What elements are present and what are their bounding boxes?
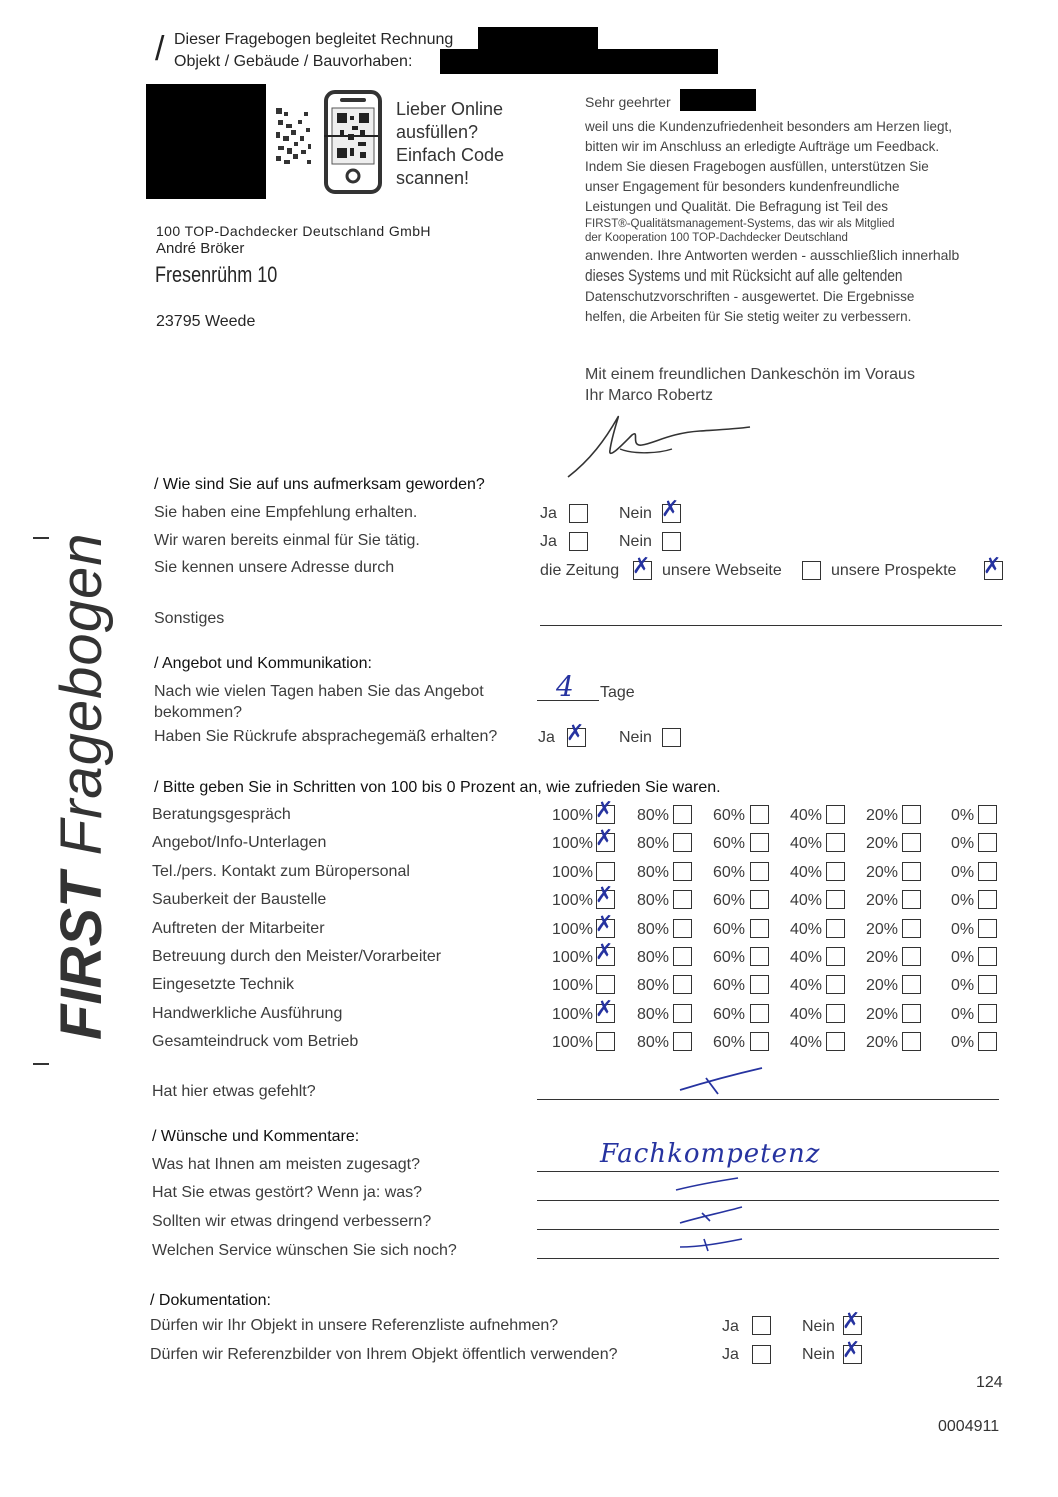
rating-checkbox[interactable] xyxy=(673,890,692,909)
awareness-q2-ja-checkbox[interactable] xyxy=(569,532,588,551)
option-zeitung-label: die Zeitung xyxy=(540,562,620,579)
docs-q2: Dürfen wir Referenzbilder von Ihrem Objekt öffentlich verwenden? xyxy=(150,1346,618,1363)
qr-promo-line: Lieber Online xyxy=(396,99,504,119)
rating-missing-label: Hat hier etwas gefehlt? xyxy=(152,1083,316,1100)
address-city: 23795 Weede xyxy=(156,313,256,330)
option-prospekte-label: unsere Prospekte xyxy=(831,562,957,579)
rating-row-label: Sauberkeit der Baustelle xyxy=(152,891,327,908)
document-number: 0004911 xyxy=(938,1418,1000,1435)
rating-row-label: Gesamteindruck vom Betrieb xyxy=(152,1033,359,1050)
redacted-invoice-number xyxy=(478,27,598,51)
rating-row-label: Handwerkliche Ausführung xyxy=(152,1005,343,1022)
wishes-q3: Sollten wir etwas dringend verbessern? xyxy=(152,1213,432,1230)
rating-checkbox[interactable] xyxy=(902,833,921,852)
rating-level-label: 100% xyxy=(552,949,593,966)
rating-level-label: 40% xyxy=(790,921,823,938)
rating-row-label: Auftreten der Mitarbeiter xyxy=(152,920,325,937)
rating-level-label: 40% xyxy=(790,1006,823,1023)
rating-checkbox[interactable] xyxy=(673,862,692,881)
side-title-fragebogen: Fragebogen xyxy=(49,532,114,873)
checkmark: ✗ xyxy=(595,912,614,937)
awareness-q1-nein-checkbox[interactable] xyxy=(661,497,681,523)
qr-phone-graphic xyxy=(274,90,384,195)
rating-checkbox[interactable] xyxy=(595,826,615,852)
docs-q1-nein-checkbox[interactable] xyxy=(842,1309,862,1335)
rating-checkbox[interactable] xyxy=(826,919,845,938)
rating-checkbox[interactable] xyxy=(902,862,921,881)
letter-line: Indem Sie diesen Fragebogen ausfüllen, unterstützen Sie xyxy=(585,159,929,174)
rating-level-label: 80% xyxy=(637,921,670,938)
strike-mark xyxy=(672,1176,742,1201)
rating-level-label: 20% xyxy=(866,977,899,994)
rating-checkbox[interactable] xyxy=(978,947,997,966)
letter-line: FIRST®-Qualitätsmanagement-Systems, das wir als Mitglied xyxy=(585,218,895,230)
nein-label: Nein xyxy=(802,1346,835,1363)
margin-tick xyxy=(33,537,49,539)
strike-mark xyxy=(676,1233,746,1260)
rating-level-label: 40% xyxy=(790,864,823,881)
rating-checkbox[interactable] xyxy=(826,1032,845,1051)
address-company: 100 TOP-Dachdecker Deutschland GmbH xyxy=(156,223,431,239)
nein-label: Nein xyxy=(619,505,652,522)
rating-level-label: 60% xyxy=(713,807,746,824)
rating-level-label: 60% xyxy=(713,949,746,966)
rating-checkbox[interactable] xyxy=(596,1032,615,1051)
rating-row-label: Beratungsgespräch xyxy=(152,806,291,823)
rating-checkbox[interactable] xyxy=(978,1004,997,1023)
rating-level-label: 100% xyxy=(552,977,593,994)
rating-checkbox[interactable] xyxy=(978,919,997,938)
rating-checkbox[interactable] xyxy=(978,862,997,881)
awareness-q-recommendation: Sie haben eine Empfehlung erhalten. xyxy=(154,504,418,521)
rating-level-label: 80% xyxy=(637,1006,670,1023)
checkmark: ✗ xyxy=(661,497,680,522)
docs-q1: Dürfen wir Ihr Objekt in unsere Referenzliste aufnehmen? xyxy=(150,1317,559,1334)
rating-level-label: 80% xyxy=(637,949,670,966)
letter-line: der Kooperation 100 TOP-Dachdecker Deutschland xyxy=(585,232,848,244)
rating-checkbox[interactable] xyxy=(902,890,921,909)
rating-checkbox[interactable] xyxy=(826,805,845,824)
redacted-object xyxy=(440,49,718,74)
qr-promo-line: scannen! xyxy=(396,168,470,188)
rating-checkbox[interactable] xyxy=(826,1004,845,1023)
rating-row-label: Tel./pers. Kontakt zum Büropersonal xyxy=(152,863,410,880)
rating-checkbox[interactable] xyxy=(673,1004,692,1023)
checkmark: ✗ xyxy=(842,1309,861,1334)
checkmark: ✗ xyxy=(983,554,1002,579)
qr-promo-line: Einfach Code xyxy=(396,145,505,165)
letter-line: Leistungen und Qualität. Die Befragung ist Teil des xyxy=(585,199,888,214)
rating-checkbox[interactable] xyxy=(673,975,692,994)
rating-level-label: 100% xyxy=(552,1034,593,1051)
rating-checkbox[interactable] xyxy=(750,805,769,824)
qr-promo-line: ausfüllen? xyxy=(396,122,479,142)
option-zeitung-checkbox[interactable] xyxy=(632,554,652,580)
rating-level-label: 0% xyxy=(951,1006,975,1023)
rating-checkbox[interactable] xyxy=(750,890,769,909)
section-title-rating: / Bitte geben Sie in Schritten von 100 bis 0 Prozent an, wie zufrieden Sie waren. xyxy=(154,779,721,796)
wishes-q1: Was hat Ihnen am meisten zugesagt? xyxy=(152,1156,420,1173)
address-street: Fresenrühm 10 xyxy=(155,262,278,287)
rating-level-label: 100% xyxy=(552,892,593,909)
option-prospekte-checkbox[interactable] xyxy=(983,554,1003,580)
rating-level-label: 0% xyxy=(951,835,975,852)
ja-label: Ja xyxy=(540,505,557,522)
rating-checkbox[interactable] xyxy=(902,1032,921,1051)
letter-signer: Ihr Marco Robertz xyxy=(585,387,714,404)
rating-checkbox[interactable] xyxy=(826,890,845,909)
letter-line: anwenden. Ihre Antworten werden - ausschließlich innerhalb xyxy=(585,247,960,263)
wishes-a1-handwritten[interactable]: Fachkompetenz xyxy=(600,1139,821,1169)
letter-closing: Mit einem freundlichen Dankeschön im Voraus xyxy=(585,366,915,383)
rating-level-label: 0% xyxy=(951,892,975,909)
rating-level-label: 40% xyxy=(790,807,823,824)
nein-label: Nein xyxy=(802,1318,835,1335)
rating-row-label: Eingesetzte Technik xyxy=(152,976,295,993)
page-number: 124 xyxy=(976,1374,1003,1391)
rating-checkbox[interactable] xyxy=(978,1032,997,1051)
rating-checkbox[interactable] xyxy=(673,919,692,938)
rating-checkbox[interactable] xyxy=(595,798,615,824)
docs-q2-nein-checkbox[interactable] xyxy=(842,1338,862,1364)
rating-level-label: 0% xyxy=(951,921,975,938)
awareness-q1-ja-checkbox[interactable] xyxy=(569,504,588,523)
checkmark: ✗ xyxy=(595,940,614,965)
letter-body xyxy=(585,117,1025,327)
checkmark: ✗ xyxy=(595,826,614,851)
rating-level-label: 20% xyxy=(866,949,899,966)
rating-checkbox[interactable] xyxy=(978,890,997,909)
rating-checkbox[interactable] xyxy=(595,997,615,1023)
nein-label: Nein xyxy=(619,533,652,550)
rating-checkbox[interactable] xyxy=(902,1004,921,1023)
checkmark: ✗ xyxy=(632,554,651,579)
letter-line: bitten wir im Anschluss an erledigte Aufträge um Feedback. xyxy=(585,139,940,154)
rating-checkbox[interactable] xyxy=(826,833,845,852)
rating-checkbox[interactable] xyxy=(595,940,615,966)
header-invoice-label: Dieser Fragebogen begleitet Rechnung xyxy=(174,31,454,48)
ja-label: Ja xyxy=(722,1318,739,1335)
rating-checkbox[interactable] xyxy=(596,862,615,881)
checkmark: ✗ xyxy=(595,798,614,823)
letter-line: Datenschutzvorschriften - ausgewertet. Die Ergebnisse xyxy=(585,289,915,304)
rating-level-label: 20% xyxy=(866,835,899,852)
rating-checkbox[interactable] xyxy=(978,975,997,994)
header-object-label: Objekt / Gebäude / Bauvorhaben: xyxy=(174,53,413,70)
rating-level-label: 40% xyxy=(790,835,823,852)
rating-level-label: 80% xyxy=(637,835,670,852)
rating-level-label: 20% xyxy=(866,892,899,909)
rating-checkbox[interactable] xyxy=(595,912,615,938)
rating-checkbox[interactable] xyxy=(750,833,769,852)
rating-level-label: 20% xyxy=(866,1034,899,1051)
address-person: André Bröker xyxy=(156,240,245,257)
rating-level-label: 0% xyxy=(951,1034,975,1051)
rating-level-label: 40% xyxy=(790,977,823,994)
letter-line: unser Engagement für besonders kundenfreundliche xyxy=(585,179,900,194)
qr-promo-text xyxy=(396,98,504,190)
rating-level-label: 40% xyxy=(790,892,823,909)
nein-label: Nein xyxy=(619,729,652,746)
rating-level-label: 0% xyxy=(951,807,975,824)
rating-level-label: 40% xyxy=(790,949,823,966)
rating-level-label: 100% xyxy=(552,1006,593,1023)
rating-level-label: 0% xyxy=(951,949,975,966)
rating-row-label: Betreuung durch den Meister/Vorarbeiter xyxy=(152,948,442,965)
ja-label: Ja xyxy=(722,1346,739,1363)
offer-q-days-line1: Nach wie vielen Tagen haben Sie das Angebot xyxy=(154,683,484,700)
rating-level-label: 80% xyxy=(637,864,670,881)
rating-checkbox[interactable] xyxy=(750,1032,769,1051)
margin-tick xyxy=(33,1063,49,1065)
wishes-q1-line xyxy=(537,1171,999,1172)
ja-label: Ja xyxy=(540,533,557,550)
awareness-q-previous: Wir waren bereits einmal für Sie tätig. xyxy=(154,532,420,549)
rating-checkbox[interactable] xyxy=(902,947,921,966)
rating-checkbox[interactable] xyxy=(750,1004,769,1023)
offer-q-days-line2: bekommen? xyxy=(154,704,243,721)
awareness-sonstiges-label: Sonstiges xyxy=(154,610,225,627)
rating-checkbox[interactable] xyxy=(902,975,921,994)
rating-level-label: 80% xyxy=(637,977,670,994)
rating-level-label: 20% xyxy=(866,807,899,824)
rating-level-label: 80% xyxy=(637,1034,670,1051)
checkmark: ✗ xyxy=(842,1338,861,1363)
rating-checkbox[interactable] xyxy=(902,805,921,824)
option-webseite-label: unsere Webseite xyxy=(662,562,782,579)
rating-level-label: 0% xyxy=(951,864,975,881)
rating-level-label: 20% xyxy=(866,1006,899,1023)
rating-checkbox[interactable] xyxy=(826,947,845,966)
rating-level-label: 80% xyxy=(637,892,670,909)
rating-level-label: 100% xyxy=(552,864,593,881)
rating-checkbox[interactable] xyxy=(673,1032,692,1051)
strike-mark xyxy=(676,1205,746,1232)
rating-level-label: 60% xyxy=(713,835,746,852)
rating-checkbox[interactable] xyxy=(902,919,921,938)
rating-row-label: Angebot/Info-Unterlagen xyxy=(152,834,327,851)
callbacks-ja-checkbox[interactable] xyxy=(566,721,586,747)
rating-checkbox[interactable] xyxy=(750,975,769,994)
callbacks-nein-checkbox[interactable] xyxy=(662,728,681,747)
rating-checkbox[interactable] xyxy=(673,805,692,824)
days-line xyxy=(537,700,599,701)
rating-level-label: 100% xyxy=(552,835,593,852)
rating-checkbox[interactable] xyxy=(750,862,769,881)
redacted-logo xyxy=(146,84,266,199)
rating-level-label: 20% xyxy=(866,921,899,938)
side-title-first-fragebogen xyxy=(48,533,115,1040)
rating-level-label: 100% xyxy=(552,807,593,824)
section-title-wishes: / Wünsche und Kommentare: xyxy=(152,1128,360,1145)
redacted-recipient-name xyxy=(680,89,756,111)
wishes-q3-line[interactable] xyxy=(537,1229,999,1230)
checkmark: ✗ xyxy=(595,997,614,1022)
rating-level-label: 60% xyxy=(713,977,746,994)
rating-level-label: 60% xyxy=(713,1034,746,1051)
awareness-q-address: Sie kennen unsere Adresse durch xyxy=(154,559,395,576)
rating-checkbox[interactable] xyxy=(596,975,615,994)
rating-level-label: 0% xyxy=(951,977,975,994)
missing-line[interactable] xyxy=(537,1099,999,1100)
rating-checkbox[interactable] xyxy=(595,883,615,909)
signature xyxy=(560,405,760,485)
docs-q1-ja-checkbox[interactable] xyxy=(752,1316,771,1335)
section-title-docs: / Dokumentation: xyxy=(150,1292,271,1309)
rating-checkbox[interactable] xyxy=(673,947,692,966)
wishes-q4-line[interactable] xyxy=(537,1258,999,1259)
rating-level-label: 60% xyxy=(713,864,746,881)
strike-mark xyxy=(676,1064,766,1103)
rating-level-label: 60% xyxy=(713,921,746,938)
header-slash: / xyxy=(155,30,165,68)
wishes-q2-line[interactable] xyxy=(537,1200,999,1201)
sonstiges-line[interactable] xyxy=(540,625,1002,626)
letter-line: weil uns die Kundenzufriedenheit besonders am Herzen liegt, xyxy=(585,119,952,134)
option-webseite-checkbox[interactable] xyxy=(802,561,821,580)
letter-line: helfen, die Arbeiten für Sie stetig weiter zu verbessern. xyxy=(585,309,912,324)
awareness-q2-nein-checkbox[interactable] xyxy=(662,532,681,551)
offer-q-callbacks: Haben Sie Rückrufe absprachegemäß erhalten? xyxy=(154,728,498,745)
rating-checkbox[interactable] xyxy=(978,805,997,824)
rating-checkbox[interactable] xyxy=(750,919,769,938)
rating-checkbox[interactable] xyxy=(978,833,997,852)
rating-checkbox[interactable] xyxy=(826,975,845,994)
wishes-q2: Hat Sie etwas gestört? Wenn ja: was? xyxy=(152,1184,423,1201)
wishes-q4: Welchen Service wünschen Sie sich noch? xyxy=(152,1242,457,1259)
rating-checkbox[interactable] xyxy=(750,947,769,966)
letter-salutation: Sehr geehrter xyxy=(585,94,671,110)
rating-level-label: 60% xyxy=(713,892,746,909)
checkmark: ✗ xyxy=(566,721,585,746)
section-title-offer: / Angebot und Kommunikation: xyxy=(154,655,372,672)
rating-level-label: 40% xyxy=(790,1034,823,1051)
side-title-first: FIRST xyxy=(49,872,114,1040)
docs-q2-ja-checkbox[interactable] xyxy=(752,1345,771,1364)
rating-level-label: 60% xyxy=(713,1006,746,1023)
rating-checkbox[interactable] xyxy=(673,833,692,852)
section-title-awareness: / Wie sind Sie auf uns aufmerksam geworden? xyxy=(154,476,485,493)
days-handwritten-value[interactable]: 4 xyxy=(556,670,574,703)
rating-level-label: 80% xyxy=(637,807,670,824)
rating-level-label: 100% xyxy=(552,921,593,938)
rating-level-label: 20% xyxy=(866,864,899,881)
checkmark: ✗ xyxy=(595,883,614,908)
letter-line: dieses Systems und mit Rücksicht auf alle geltenden xyxy=(585,266,903,285)
rating-checkbox[interactable] xyxy=(826,862,845,881)
ja-label: Ja xyxy=(538,729,555,746)
days-unit-label: Tage xyxy=(600,684,635,701)
